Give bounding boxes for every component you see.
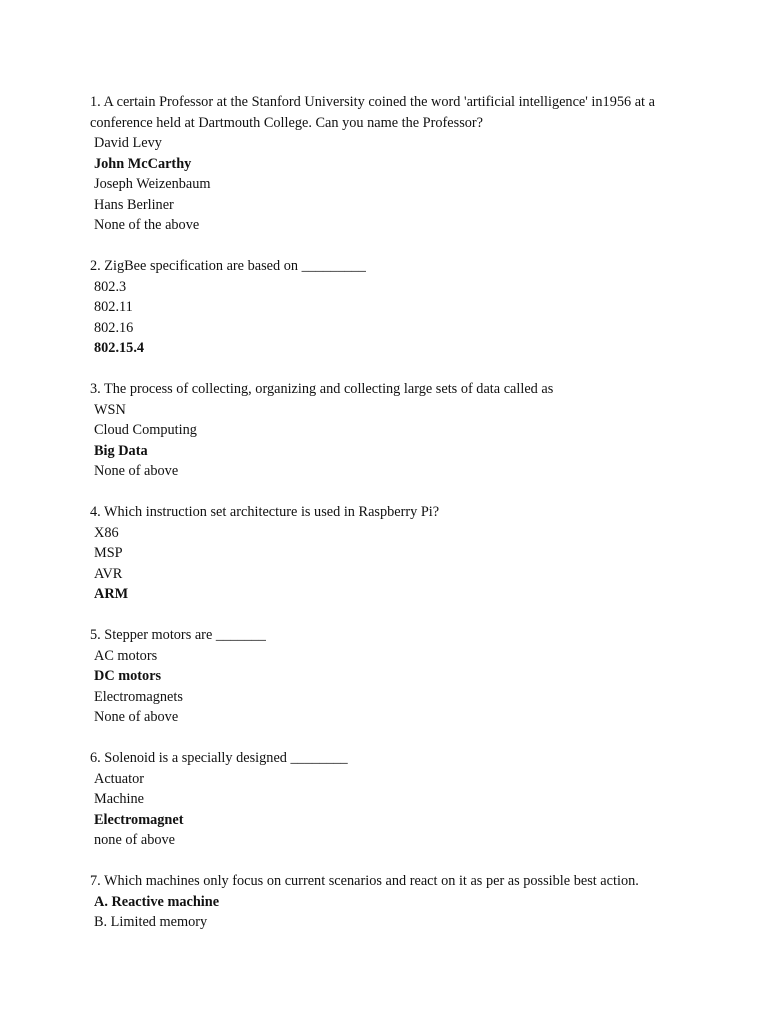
correct-answer: ARM	[94, 586, 129, 602]
option-item: Machine	[94, 791, 145, 807]
option-item: 802.3	[94, 278, 127, 295]
option-item: none of above	[94, 832, 175, 848]
question-text: 7. Which machines only focus on current scenarios and react on it as per as possible best action.	[90, 873, 639, 889]
correct-answer: DC motors	[94, 668, 162, 684]
question-text: 1. A certain Professor at the Stanford University coined the word 'artificial intelligence' in1956 at a conference held at Dartmouth College. Can you name the Professor?	[90, 94, 655, 131]
option-item: AC motors	[94, 647, 158, 664]
option-item: Hans Berliner	[94, 196, 174, 213]
question-text: 6. Solenoid is a specially designed ________	[90, 750, 348, 766]
question-text: 2. ZigBee specification are based on _________	[90, 258, 366, 274]
correct-answer: 802.15.4	[94, 340, 145, 356]
option-item: None of the above	[94, 217, 200, 233]
option-item: None of above	[94, 709, 179, 725]
question-3	[90, 379, 690, 482]
quiz-content	[90, 92, 690, 953]
correct-answer: A. Reactive machine	[94, 893, 220, 910]
option-list	[90, 277, 690, 359]
option-item: 802.16	[94, 319, 134, 336]
option-item: David Levy	[94, 135, 162, 151]
question-4	[90, 502, 690, 605]
question-text: 4. Which instruction set architecture is used in Raspberry Pi?	[90, 504, 440, 520]
option-item: None of above	[94, 463, 179, 479]
option-item: Cloud Computing	[94, 422, 197, 438]
question-5	[90, 625, 690, 728]
question-6	[90, 748, 690, 851]
option-item: Actuator	[94, 770, 145, 787]
option-list	[90, 646, 690, 728]
option-item: B. Limited memory	[94, 914, 208, 930]
option-list	[90, 133, 690, 236]
option-list	[90, 523, 690, 605]
option-list	[90, 400, 690, 482]
option-item: Electromagnets	[94, 688, 183, 705]
option-list	[90, 892, 690, 933]
option-item: WSN	[94, 401, 126, 418]
question-text: 5. Stepper motors are _______	[90, 627, 266, 643]
question-7	[90, 871, 690, 933]
question-1	[90, 92, 690, 236]
option-item: X86	[94, 524, 119, 541]
option-item: AVR	[94, 565, 123, 582]
question-2	[90, 256, 690, 359]
option-item: 802.11	[94, 299, 133, 315]
option-item: MSP	[94, 545, 123, 561]
option-item: Joseph Weizenbaum	[94, 176, 211, 192]
correct-answer: John McCarthy	[94, 155, 192, 172]
correct-answer: Big Data	[94, 442, 148, 459]
correct-answer: Electromagnet	[94, 811, 184, 828]
option-list	[90, 769, 690, 851]
question-text: 3. The process of collecting, organizing and collecting large sets of data called as	[90, 381, 554, 397]
